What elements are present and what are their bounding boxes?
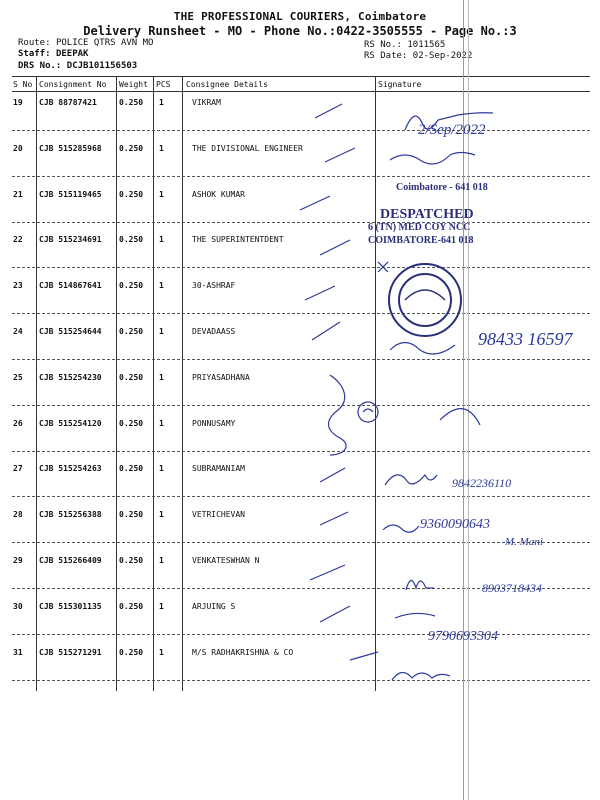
row-separator — [12, 634, 590, 635]
cell-consignee: M/S RADHAKRISHNA & CO — [192, 647, 294, 657]
cell-pcs: 1 — [159, 418, 164, 428]
page-crease — [463, 0, 464, 800]
staff-value: DEEPAK — [55, 49, 89, 59]
cell-cn: CJB 515254120 — [39, 418, 102, 428]
cell-pcs: 1 — [159, 464, 164, 474]
rs-date-label: RS Date: — [364, 51, 408, 61]
cell-pcs: 1 — [159, 327, 164, 336]
cell-cn: CJB 514867641 — [39, 281, 102, 291]
cell-cn: CJB 515301135 — [39, 601, 102, 611]
route-value: POLICE QTRS AVN MO — [55, 38, 154, 48]
row-separator — [12, 542, 590, 543]
cell-cn: CJB 515254644 — [39, 327, 102, 336]
cell-weight: 0.250 — [119, 464, 144, 474]
cell-weight: 0.250 — [119, 601, 144, 611]
table-header-rule — [12, 91, 590, 92]
cell-consignee: VETRICHEVAN — [192, 510, 245, 520]
col-divider — [36, 76, 37, 691]
row-separator — [12, 405, 590, 406]
row-separator — [12, 451, 590, 452]
cell-consignee: ARJUING S — [192, 601, 236, 611]
cell-sno: 24 — [13, 327, 23, 336]
runsheet-subtitle: Delivery Runsheet - MO - Phone No.:0422-3505555 - Page No.:3 — [83, 24, 517, 38]
svg-text:8903718434: 8903718434 — [482, 581, 542, 595]
col-divider — [153, 76, 154, 691]
col-header-weight: Weight — [119, 80, 148, 89]
cell-sno: 20 — [13, 143, 23, 153]
cell-pcs: 1 — [159, 281, 164, 291]
cell-consignee: THE SUPERINTENTDENT — [192, 235, 284, 245]
cell-weight: 0.250 — [119, 556, 144, 565]
drs-value: DCJB101156503 — [66, 61, 138, 71]
cell-consignee: PONNUSAMY — [192, 418, 236, 428]
cell-pcs: 1 — [159, 235, 164, 245]
cell-cn: CJB 515254230 — [39, 372, 102, 382]
col-divider — [182, 76, 183, 691]
cell-cn: CJB 515266409 — [39, 556, 102, 565]
cell-sno: 23 — [13, 281, 23, 291]
cell-cn: CJB 515271291 — [39, 647, 102, 657]
cell-sno: 31 — [13, 647, 23, 657]
cell-weight: 0.250 — [119, 235, 144, 245]
row-separator — [12, 130, 590, 131]
cell-cn: CJB 515285968 — [39, 143, 102, 153]
cell-cn: CJB 515256388 — [39, 510, 102, 520]
cell-consignee: ASHOK KUMAR — [192, 189, 245, 199]
cell-pcs: 1 — [159, 510, 164, 520]
svg-text:DESPATCHED: DESPATCHED — [380, 207, 474, 222]
svg-text:98433 16597: 98433 16597 — [478, 329, 573, 349]
cell-consignee: VIKRAM — [192, 98, 221, 107]
cell-consignee: 30-ASHRAF — [192, 281, 236, 291]
staff-label: Staff: — [18, 49, 51, 59]
route-line — [18, 38, 153, 48]
svg-text:M. Mani: M. Mani — [505, 536, 543, 548]
col-header-signature: Signature — [378, 80, 422, 89]
row-separator — [12, 496, 590, 497]
cell-sno: 27 — [13, 464, 23, 474]
cell-weight: 0.250 — [119, 372, 144, 382]
svg-text:COIMBATORE-641 018: COIMBATORE-641 018 — [368, 235, 474, 246]
page-crease — [468, 0, 469, 800]
col-divider — [375, 76, 376, 691]
cell-sno: 25 — [13, 372, 23, 382]
cell-pcs: 1 — [159, 647, 164, 657]
cell-cn: CJB 515234691 — [39, 235, 102, 245]
cell-sno: 19 — [13, 98, 23, 107]
cell-cn: CJB 515119465 — [39, 189, 102, 199]
svg-text:6 (TN) MED COY NCC: 6 (TN) MED COY NCC — [368, 222, 471, 233]
col-header-consignment: Consignment No — [39, 80, 107, 89]
row-separator — [12, 588, 590, 589]
cell-consignee: VENKATESWHAN N — [192, 556, 260, 565]
cell-weight: 0.250 — [119, 189, 144, 199]
row-separator — [12, 267, 590, 268]
cell-weight: 0.250 — [119, 143, 144, 153]
table-top-rule — [12, 76, 590, 77]
svg-text:9842236110: 9842236110 — [452, 476, 512, 490]
cell-consignee: SUBRAMANIAM — [192, 464, 245, 474]
cell-weight: 0.250 — [119, 327, 144, 336]
col-divider — [116, 76, 117, 691]
cell-consignee: THE DIVISIONAL ENGINEER — [192, 143, 303, 153]
cell-sno: 29 — [13, 556, 23, 565]
cell-pcs: 1 — [159, 601, 164, 611]
row-separator — [12, 359, 590, 360]
col-header-pcs: PCS — [156, 80, 171, 89]
drs-label: DRS No.: — [18, 61, 62, 71]
row-separator — [12, 313, 590, 314]
cell-weight: 0.250 — [119, 281, 144, 291]
cell-pcs: 1 — [159, 143, 164, 153]
svg-text:Coimbatore - 641 018: Coimbatore - 641 018 — [396, 182, 488, 193]
route-label: Route: — [18, 38, 51, 48]
row-separator — [12, 222, 590, 223]
drs-line — [18, 61, 137, 71]
rs-no-value: 1011565 — [407, 40, 446, 50]
rs-no-label: RS No.: — [364, 40, 402, 50]
svg-text:9360090643: 9360090643 — [420, 517, 490, 532]
cell-consignee: DEVADAASS — [192, 327, 236, 336]
cell-pcs: 1 — [159, 556, 164, 565]
col-header-sno: S No — [13, 80, 33, 89]
cell-sno: 30 — [13, 601, 23, 611]
company-title: THE PROFESSIONAL COURIERS, Coimbatore — [173, 10, 427, 23]
rs-no-line — [364, 40, 445, 50]
rs-date-value: 02-Sep-2022 — [412, 51, 473, 61]
cell-weight: 0.250 — [119, 510, 144, 520]
col-header-consignee: Consignee Details — [186, 80, 268, 89]
row-separator — [12, 680, 590, 681]
cell-pcs: 1 — [159, 372, 164, 382]
rs-date-line — [364, 51, 472, 61]
seal-stamp-icon — [389, 264, 461, 336]
cell-weight: 0.250 — [119, 647, 144, 657]
cell-consignee: PRIYASADHANA — [192, 372, 250, 382]
cell-sno: 26 — [13, 418, 23, 428]
svg-text:9790693304: 9790693304 — [428, 629, 498, 644]
cell-pcs: 1 — [159, 98, 164, 107]
cell-weight: 0.250 — [119, 98, 144, 107]
cell-sno: 22 — [13, 235, 23, 245]
staff-line — [18, 49, 88, 59]
cell-pcs: 1 — [159, 189, 164, 199]
cell-sno: 21 — [13, 189, 23, 199]
cell-sno: 28 — [13, 510, 23, 520]
cell-weight: 0.250 — [119, 418, 144, 428]
cell-cn: CJB 515254263 — [39, 464, 102, 474]
svg-text:2/Sep/2022: 2/Sep/2022 — [418, 122, 486, 138]
row-separator — [12, 176, 590, 177]
cell-cn: CJB 88787421 — [39, 98, 97, 107]
